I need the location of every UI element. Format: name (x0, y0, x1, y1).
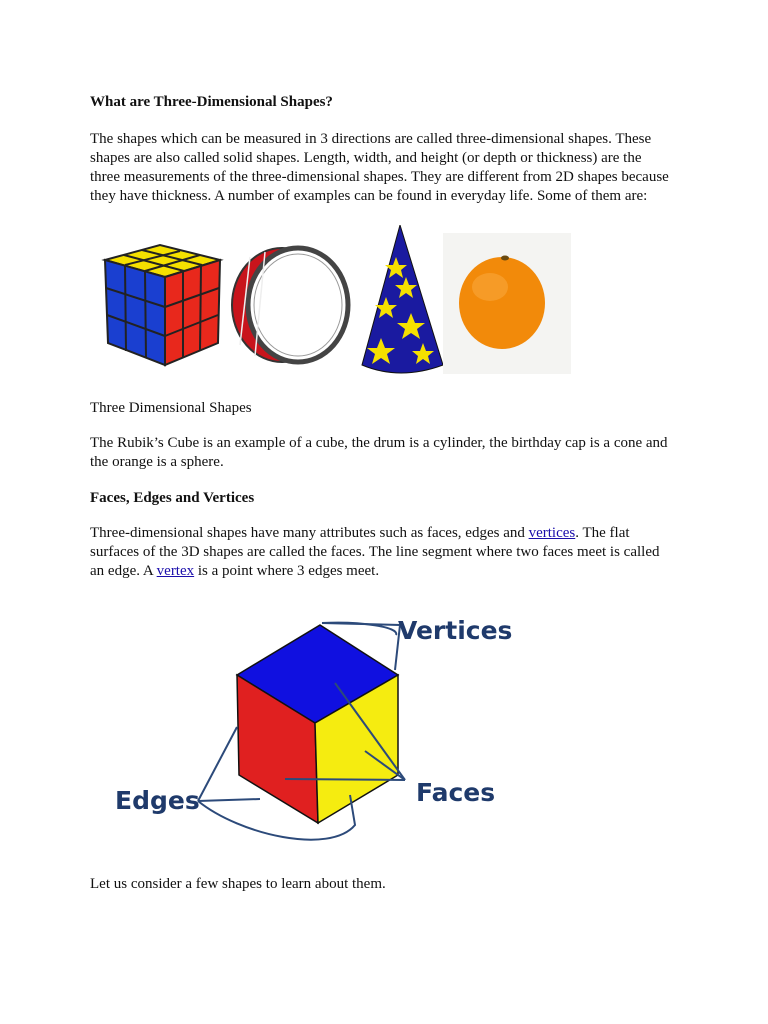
vertices-link[interactable]: vertices (528, 525, 576, 541)
figure-caption: Three Dimensional Shapes (90, 400, 252, 416)
orange-image (443, 233, 571, 374)
cone-hat-image (362, 225, 443, 373)
faces-paragraph (90, 524, 690, 581)
vertices-label: Vertices (398, 616, 513, 645)
faces-text: is a point where 3 edges meet. (194, 563, 380, 579)
faces-line-2: surfaces of the 3D shapes are called the faces. The line segment where two faces meet is called (90, 544, 660, 560)
heading-three-dimensional-shapes: What are Three-Dimensional Shapes? (90, 94, 333, 110)
faces-line-1 (90, 524, 690, 543)
intro-line: three measurements of the three-dimensional shapes. They are different from 2D shapes because (90, 169, 669, 185)
intro-line: they have thickness. A number of examples can be found in everyday life. Some of them are: (90, 188, 648, 204)
cube-diagram (100, 595, 520, 865)
drum-image (232, 248, 348, 362)
vertex-link[interactable]: vertex (156, 563, 195, 579)
heading-faces-edges-vertices: Faces, Edges and Vertices (90, 490, 255, 506)
rubiks-cube-image (105, 245, 220, 365)
faces-line-3 (90, 562, 690, 581)
examples-line: the orange is a sphere. (90, 454, 224, 470)
edges-label: Edges (115, 786, 200, 815)
faces-text: . The flat (575, 525, 630, 541)
examples-paragraph (90, 434, 690, 472)
examples-line: The Rubik’s Cube is an example of a cube, the drum is a cylinder, the birthday cap is a cone and (90, 435, 668, 451)
faces-label: Faces (416, 778, 496, 807)
intro-line: The shapes which can be measured in 3 directions are called three-dimensional shapes. These (90, 131, 652, 147)
closing-paragraph: Let us consider a few shapes to learn about them. (90, 876, 386, 892)
intro-paragraph (90, 130, 690, 206)
faces-text: Three-dimensional shapes have many attributes such as faces, edges and (90, 525, 529, 541)
intro-line: shapes are also called solid shapes. Length, width, and height (or depth or thickness) are the (90, 150, 642, 166)
faces-text: an edge. A (90, 563, 157, 579)
examples-figure (100, 225, 575, 377)
